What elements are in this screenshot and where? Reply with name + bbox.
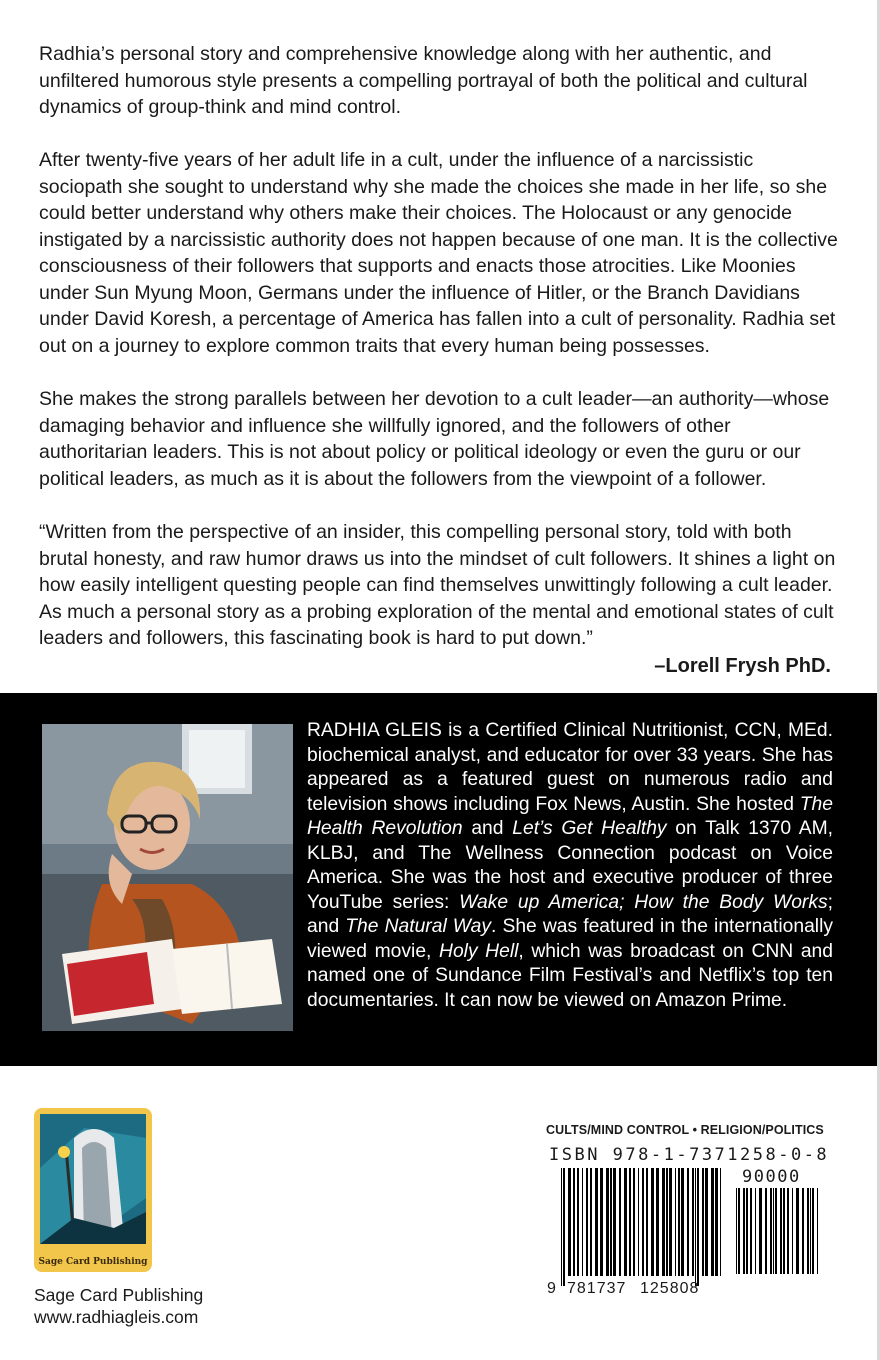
barcode-bar [783,1188,785,1274]
ean-left-digits: 781737 [567,1280,627,1297]
barcode-bar [573,1168,575,1276]
barcode-bar [765,1188,767,1274]
barcode-bar [810,1188,811,1274]
barcode-bar [642,1168,644,1276]
barcode-bar [711,1168,714,1276]
barcode-bar [802,1188,804,1274]
barcode-bar [750,1188,752,1274]
bio-text-segment: . She was featured in the internationally viewed movie, [307,916,834,962]
barcode-bar [646,1168,648,1276]
barcode-bar [770,1188,772,1274]
price-code: 90000 [742,1167,801,1187]
barcode-bar [624,1168,627,1276]
barcode-bar [775,1188,777,1274]
ean-right-digits: 125808 [640,1280,700,1297]
bio-text-segment: ; and [307,891,833,937]
barcode-bar [759,1188,762,1274]
barcode-bar [606,1168,609,1276]
addon-barcode [736,1188,818,1284]
barcode-bar [656,1168,659,1276]
barcode-bar [773,1188,774,1274]
barcode-bar [807,1188,809,1274]
barcode-bar [736,1188,737,1274]
barcode-bar [619,1168,621,1276]
logo-caption: Sage Card Publishing [38,1257,148,1267]
barcode-bar [792,1188,793,1274]
ean-first-digit: 9 [547,1280,556,1297]
quote-attribution: –Lorell Frysh PhD. [654,655,831,677]
barcode-bar [787,1188,789,1274]
barcode-bar [743,1188,745,1274]
intro-paragraph: Radhia’s personal story and comprehensive knowledge along with her authentic, and unfiltered humorous style presents a compelling portrayal of both the political and cultural dynamics of group-think and mind control. [39,43,808,118]
author-photo [42,724,293,1031]
barcode-bar [796,1188,799,1274]
bio-text-segment: , which was broadcast on CNN and named one of Sundance Film Festival’s and Netflix’s top ten documentaries. It can now be viewed on Amazon Prime. [307,940,833,1011]
barcode-bar [568,1168,571,1276]
barcode-bar [681,1168,684,1276]
barcode-bar [755,1188,756,1274]
barcode-bar [692,1168,694,1276]
bio-italic-title: Wake up America; How the Body Works [459,891,828,913]
barcode-bar [697,1168,699,1286]
barcode-bar [610,1168,612,1276]
barcode-bar [720,1168,721,1276]
bio-italic-title: Let’s Get Healthy [512,818,667,839]
barcode-bar [561,1168,562,1286]
barcode-bar [812,1188,814,1274]
barcode-bar [638,1168,639,1276]
bio-text-segment: on Talk 1370 AM, KLBJ, and The Wellness Connection podcast on Voice America. She was the host and executive producer of three YouTube series: [307,818,834,913]
barcode-bar [666,1168,668,1276]
barcode-bar [705,1168,708,1276]
barcode-bar [633,1168,635,1276]
barcode-bar [675,1168,676,1276]
barcode-bar [582,1168,583,1276]
bio-italic-title: Holy Hell [439,940,519,962]
bio-italic-title: The Health Revolution [307,793,833,839]
barcode-bar [687,1168,689,1276]
barcode-bar [738,1188,740,1274]
barcode-bar [651,1168,654,1276]
publisher-name: Sage Card Publishing [34,1285,204,1305]
category-label: CULTS/MIND CONTROL • RELIGION/POLITICS [546,1123,824,1137]
barcode-bar [613,1168,616,1276]
barcode-bar [702,1168,704,1276]
barcode-bar [595,1168,598,1276]
bio-italic-title: The Natural Way [345,916,492,937]
barcode-bar [662,1168,665,1276]
barcode-bar [590,1168,592,1276]
barcode-bar [586,1168,588,1276]
barcode-bar [577,1168,579,1276]
publisher-info [34,1284,203,1328]
bio-text-segment: RADHIA GLEIS is a Certified Clinical Nutritionist, CCN, MEd. biochemical analyst, and educator for over 33 years. She has appeared as a featured guest on numerous radio and television shows including Fox News, Austin. She hosted [307,720,833,815]
bio-text-segment: and [462,818,513,839]
barcode-bar [746,1188,748,1274]
ean-barcode [561,1168,721,1286]
barcode-bar [600,1168,603,1276]
review-quote: “Written from the perspective of an insider, this compelling personal story, told with both brutal honesty, and raw humor draws us into the mindset of cult followers. It shines a light on how easily intelligent questing people can find themselves unwittingly following a cult leader. As much a personal story as a probing exploration of the mental and emotional states of cult leaders and followers, this fascinating book is hard to put down.” [39,521,836,649]
publisher-website[interactable]: www.radhiagleis.com [34,1307,199,1327]
barcode-bar [629,1168,631,1276]
barcode-bar [669,1168,672,1276]
barcode-bar [715,1168,718,1276]
publisher-logo [34,1108,152,1272]
barcode-bar [695,1168,696,1286]
cult-story-paragraph: After twenty-five years of her adult life in a cult, under the influence of a narcissistic sociopath she sought to understand why she made the choices she made in her life, so she could better understand why others make their choices. The Holocaust or any genocide instigated by a narcissistic authority does not happen because of one man. It is the collective consciousness of their followers that supports and enacts those atrocities. Like Moonies under Sun Myung Moon, Germans under the influence of Hitler, or the Branch Davidians under David Koresh, a percentage of America has fallen into a cult of personality. Radhia set out on a journey to explore common traits that every human being possesses. [39,149,838,357]
author-bio [307,719,833,1013]
barcode-bar [678,1168,680,1276]
barcode-bar [563,1168,565,1286]
barcode-bar [817,1188,818,1274]
barcode-bar [780,1188,782,1274]
parallels-paragraph: She makes the strong parallels between her devotion to a cult leader—an authority—whose damaging behavior and influence she willfully ignored, and the followers of other authoritarian leaders. This is not about policy or political ideology or even the guru or our political leaders, as much as it is about the followers from the viewpoint of a follower. [39,388,830,490]
isbn-text: ISBN 978-1-7371258-0-8 [549,1145,830,1165]
